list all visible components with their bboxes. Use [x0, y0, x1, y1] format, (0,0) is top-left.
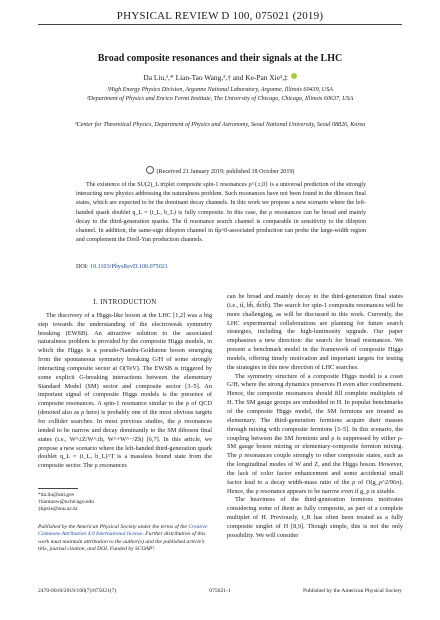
- author-list: [0, 73, 440, 82]
- journal-header: PHYSICAL REVIEW D 100, 075021 (2019): [116, 10, 324, 22]
- license-post: . Further distribution of this work must maintain attribution to the author(s) and the published article’s title, journal citation, and DOI. Funded by SCOAP³.: [38, 531, 206, 553]
- affiliation-3: ³Center for Theoretical Physics, Department of Physics and Astronomy, Seoul National University, Seoul 08826, Korea: [74, 122, 366, 128]
- doi-prefix: DOI:: [76, 264, 89, 270]
- intro-paragraph-right-1: can be broad and mainly decay to the third-generation final states (i.e., tt̄, bb̄, tb̄/tb̄). The search for spin-1 composite resonances will be more challenging, as will be discussed in this work. Currently, the LHC experimental collaborations are planning for future search strategies, including the high-luminosity upgrade. Our paper emphasizes a new direction: the search for broad resonances. We present a benchmark model in the framework of composite Higgs models, offering timely motivation and important targets for testing the strategies in this new direction of LHC searches.: [227, 293, 403, 371]
- footnotes: [38, 492, 212, 514]
- paper-title: Broad composite resonances and their signals at the LHC: [97, 53, 343, 64]
- license-pre: Published by the American Physical Society under the terms of the: [38, 524, 189, 530]
- footnote-email-2[interactable]: †liantaow@uchicago.edu: [38, 499, 94, 506]
- footer-issn: 2470-0010/2019/100(7)/075021(7): [38, 588, 117, 594]
- intro-paragraph-right-3: The heaviness of the third-generation fermions motivates considering some of them as fully composite, as part of a complete multiplet of H. Previously, t_R has often been treated as a fully composite singlet of H [8,9]. Though simple, this is not the only possibility. We will consider: [227, 496, 403, 539]
- doi-link[interactable]: 10.1103/PhysRevD.100.075021: [90, 264, 168, 270]
- section-title: I. INTRODUCTION: [93, 298, 157, 306]
- orcid-icon[interactable]: [291, 73, 297, 79]
- right-column: [227, 293, 403, 541]
- intro-paragraph-right-2: The symmetry structure of a composite Higgs model is a coset G/H, where the strong dynamics preserves H even after confinement. Hence, the composite resonances should fill complete multiplets of H. The SM gauge groups are embedded in H. In popular benchmarks of the composite Higgs model, the SM fermions are treated as elementary. The third-generation fermions acquire their masses through mixing with composite fermions [3–5]. In this scenario, the coupling between the SM fermions and ρ is suppressed by either ρ-SM gauge boson mixing or elementary-composite fermion mixing. The ρ resonances couple strongly to other composite states, such as the longitudinal modes of W and Z, and the Higgs boson. However, the lack of color factor enhancement and some accidental small factor lead to a decay width-mass ratio of the ρ of O(g_ρ^2/96π). Hence, the ρ resonance appears to be narrow even if g_ρ is sizable.: [227, 372, 403, 495]
- dates-text: (Received 21 January 2019; published 18 October 2019): [156, 169, 295, 175]
- footnote-email-3[interactable]: ‡kpxie@snu.ac.kr: [38, 506, 78, 513]
- license-link[interactable]: Creative Commons Attribution 4.0 International license: [38, 524, 208, 538]
- license-notice: [38, 524, 212, 554]
- author-names: Da Liu,¹,* Lian-Tao Wang,²,† and Ke-Pan Xie³,‡: [143, 73, 288, 82]
- affiliation-2: ²Department of Physics and Enrico Fermi Institute, The University of Chicago, Chicago, Illinois 60637, USA: [86, 96, 354, 102]
- received-dates: [0, 166, 440, 175]
- footer-page-number: 075021-1: [209, 588, 231, 594]
- affiliation-1: ¹High Energy Physics Division, Argonne National Laboratory, Argonne, Illinois 60439, USA: [107, 87, 333, 93]
- clock-icon: [146, 166, 154, 174]
- doi-line: [76, 264, 168, 270]
- footnote-email-1[interactable]: *da.liu@anl.gov: [38, 492, 75, 498]
- header-rule: [38, 24, 402, 25]
- abstract: The existence of the SU(2)_L triplet composite spin-1 resonances ρ^{±,0} is a universal prediction of the strongly interacting new physics addressing the naturalness problem. Such resonances have not been found in the diboson final states, which are expected to be the dominant decay channels. In this work we propose a new scenario where the left-handed quark doublet q_L = (t_L, b_L) is fully composite. In this case, the ρ resonances can be broad and mainly decay to the third-generation quarks. The tt̄ resonance search channel is comparable in sensitivity to the dilepton channel. In addition, the same-sign dilepton channel in tt̄ρ^0-associated production can probe the large-width region and complement the Drell-Yan production channels.: [76, 182, 366, 244]
- left-column: [38, 298, 212, 471]
- footer-publisher: Published by the American Physical Society: [303, 588, 402, 594]
- intro-paragraph-left: The discovery of a Higgs-like boson at the LHC [1,2] was a big step towards the understanding of the electroweak symmetry breaking (EWSB). An attractive solution to the associated naturalness problem is provided by the composite Higgs models, in which the Higgs is a pseudo-Nambu-Goldstone boson emerging from the spontaneous symmetry breaking G/H of some strongly interacting composite sector at O(TeV). The EWSB is triggered by some explicit G-breaking interactions between the elementary Standard Model (SM) sector and composite sector [3–5]. An important signal of composite Higgs models is the presence of composite resonances. A spin-1 resonance similar to the ρ of QCD (denoted also as ρ here) is probably one of the most obvious targets for collider searches. In most previous studies, the ρ resonances tended to be narrow and decay dominantly to the SM diboson final states (i.e., W^±Z/W^±h, W^+W^−/Zh) [6,7]. In this article, we propose a new scenario where the left-handed third-generation quark doublet q_L = (t_L, b_L)^T is a massless bound state from the composite sector. The ρ resonances: [38, 311, 212, 470]
- footnote-rule: [38, 488, 78, 489]
